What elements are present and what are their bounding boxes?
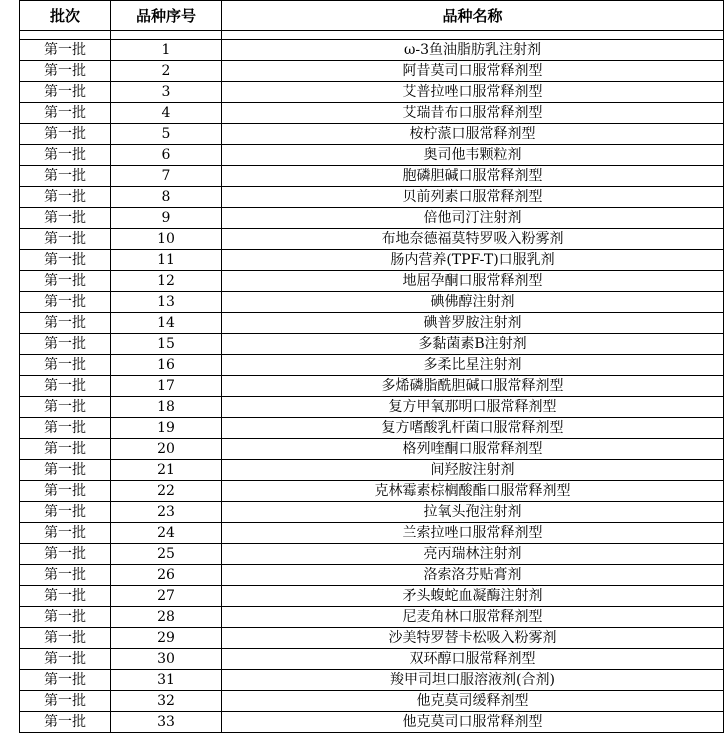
cell-batch: 第一批 (20, 103, 111, 124)
table-row (20, 208, 724, 229)
table-row (20, 124, 724, 145)
table-row (20, 481, 724, 502)
cell-name: 奥司他韦颗粒剂 (222, 145, 724, 166)
table-row (20, 82, 724, 103)
cell-name: 克林霉素棕榈酸酯口服常释剂型 (222, 481, 724, 502)
cell-name: 胞磷胆碱口服常释剂型 (222, 166, 724, 187)
cell-name: 桉柠蒎口服常释剂型 (222, 124, 724, 145)
cell-batch: 第一批 (20, 565, 111, 586)
header-row (20, 1, 724, 31)
table-row (20, 502, 724, 523)
cell-name: 拉氧头孢注射剂 (222, 502, 724, 523)
header-batch: 批次 (20, 1, 111, 31)
header-name: 品种名称 (222, 1, 724, 31)
table-row (20, 586, 724, 607)
cell-batch: 第一批 (20, 334, 111, 355)
cell-seq: 33 (111, 712, 222, 733)
cell-batch: 第一批 (20, 250, 111, 271)
cell-name: 布地奈德福莫特罗吸入粉雾剂 (222, 229, 724, 250)
table-row (20, 460, 724, 481)
cell-seq: 1 (111, 40, 222, 61)
table-row (20, 61, 724, 82)
cell-batch: 第一批 (20, 271, 111, 292)
cell-batch: 第一批 (20, 712, 111, 733)
cell-batch: 第一批 (20, 691, 111, 712)
cell-seq: 28 (111, 607, 222, 628)
cell-batch: 第一批 (20, 649, 111, 670)
cell-seq: 25 (111, 544, 222, 565)
table-top-stub (20, 31, 724, 40)
cell-batch: 第一批 (20, 628, 111, 649)
cell-name: 肠内营养(TPF-T)口服乳剂 (222, 250, 724, 271)
cell-seq: 22 (111, 481, 222, 502)
cell-seq: 8 (111, 187, 222, 208)
cell-seq: 10 (111, 229, 222, 250)
cell-batch: 第一批 (20, 82, 111, 103)
cell-name: 尼麦角林口服常释剂型 (222, 607, 724, 628)
table-row (20, 376, 724, 397)
cell-seq: 24 (111, 523, 222, 544)
table-row (20, 565, 724, 586)
cell-name: ω-3鱼油脂肪乳注射剂 (222, 40, 724, 61)
cell-batch: 第一批 (20, 313, 111, 334)
table-row (20, 271, 724, 292)
table-row (20, 439, 724, 460)
cell-batch: 第一批 (20, 502, 111, 523)
cell-seq: 20 (111, 439, 222, 460)
table-row (20, 712, 724, 733)
cell-batch: 第一批 (20, 607, 111, 628)
header-seq: 品种序号 (111, 1, 222, 31)
cell-batch: 第一批 (20, 40, 111, 61)
cell-batch: 第一批 (20, 292, 111, 313)
cell-name: 多烯磷脂酰胆碱口服常释剂型 (222, 376, 724, 397)
cell-seq: 3 (111, 82, 222, 103)
table-header (20, 1, 724, 31)
drug-list-table-container (19, 0, 723, 733)
cell-batch: 第一批 (20, 124, 111, 145)
cell-name: 间羟胺注射剂 (222, 460, 724, 481)
cell-batch: 第一批 (20, 187, 111, 208)
cell-name: 兰索拉唑口服常释剂型 (222, 523, 724, 544)
table-row (20, 607, 724, 628)
table-row (20, 40, 724, 61)
cell-name: 多黏菌素B注射剂 (222, 334, 724, 355)
table-body (20, 40, 724, 733)
table-row (20, 670, 724, 691)
cell-name: 艾瑞昔布口服常释剂型 (222, 103, 724, 124)
table-row (20, 250, 724, 271)
cell-seq: 11 (111, 250, 222, 271)
cell-seq: 2 (111, 61, 222, 82)
cell-seq: 29 (111, 628, 222, 649)
cell-seq: 7 (111, 166, 222, 187)
cell-seq: 15 (111, 334, 222, 355)
cell-name: 他克莫司缓释剂型 (222, 691, 724, 712)
table-row (20, 418, 724, 439)
table-row (20, 523, 724, 544)
table-row (20, 166, 724, 187)
cell-name: 贝前列素口服常释剂型 (222, 187, 724, 208)
table-row (20, 229, 724, 250)
table-row (20, 628, 724, 649)
cell-name: 多柔比星注射剂 (222, 355, 724, 376)
cell-seq: 9 (111, 208, 222, 229)
drug-list-table (19, 0, 724, 733)
table-row (20, 334, 724, 355)
cell-batch: 第一批 (20, 586, 111, 607)
cell-name: 复方嗜酸乳杆菌口服常释剂型 (222, 418, 724, 439)
cell-name: 矛头蝮蛇血凝酶注射剂 (222, 586, 724, 607)
cell-seq: 30 (111, 649, 222, 670)
cell-seq: 13 (111, 292, 222, 313)
cell-name: 阿昔莫司口服常释剂型 (222, 61, 724, 82)
table-row (20, 355, 724, 376)
cell-name: 格列喹酮口服常释剂型 (222, 439, 724, 460)
cell-seq: 12 (111, 271, 222, 292)
cell-seq: 18 (111, 397, 222, 418)
cell-name: 沙美特罗替卡松吸入粉雾剂 (222, 628, 724, 649)
table-row (20, 292, 724, 313)
cell-name: 洛索洛芬贴膏剂 (222, 565, 724, 586)
cell-seq: 4 (111, 103, 222, 124)
table-row (20, 649, 724, 670)
cell-seq: 17 (111, 376, 222, 397)
cell-batch: 第一批 (20, 418, 111, 439)
cell-seq: 26 (111, 565, 222, 586)
cell-batch: 第一批 (20, 670, 111, 691)
cell-seq: 23 (111, 502, 222, 523)
cell-seq: 31 (111, 670, 222, 691)
cell-batch: 第一批 (20, 355, 111, 376)
table-row (20, 145, 724, 166)
cell-batch: 第一批 (20, 229, 111, 250)
table-row (20, 103, 724, 124)
cell-name: 复方甲氧那明口服常释剂型 (222, 397, 724, 418)
cell-batch: 第一批 (20, 61, 111, 82)
cell-name: 双环醇口服常释剂型 (222, 649, 724, 670)
cell-name: 倍他司汀注射剂 (222, 208, 724, 229)
cell-batch: 第一批 (20, 460, 111, 481)
table-row (20, 187, 724, 208)
cell-batch: 第一批 (20, 544, 111, 565)
cell-name: 艾普拉唑口服常释剂型 (222, 82, 724, 103)
cell-name: 他克莫司口服常释剂型 (222, 712, 724, 733)
cell-seq: 16 (111, 355, 222, 376)
cell-seq: 27 (111, 586, 222, 607)
cell-batch: 第一批 (20, 481, 111, 502)
cell-seq: 32 (111, 691, 222, 712)
cell-batch: 第一批 (20, 439, 111, 460)
table-row (20, 313, 724, 334)
cell-seq: 14 (111, 313, 222, 334)
cell-seq: 21 (111, 460, 222, 481)
cell-name: 亮丙瑞林注射剂 (222, 544, 724, 565)
cell-batch: 第一批 (20, 166, 111, 187)
cell-batch: 第一批 (20, 523, 111, 544)
cell-batch: 第一批 (20, 376, 111, 397)
cell-seq: 6 (111, 145, 222, 166)
cell-seq: 5 (111, 124, 222, 145)
cell-batch: 第一批 (20, 145, 111, 166)
cell-name: 碘普罗胺注射剂 (222, 313, 724, 334)
cell-batch: 第一批 (20, 208, 111, 229)
table-row (20, 397, 724, 418)
cell-name: 地屈孕酮口服常释剂型 (222, 271, 724, 292)
cell-batch: 第一批 (20, 397, 111, 418)
cell-name: 羧甲司坦口服溶液剂(合剂) (222, 670, 724, 691)
table-row (20, 544, 724, 565)
cell-seq: 19 (111, 418, 222, 439)
table-row (20, 691, 724, 712)
cell-name: 碘佛醇注射剂 (222, 292, 724, 313)
